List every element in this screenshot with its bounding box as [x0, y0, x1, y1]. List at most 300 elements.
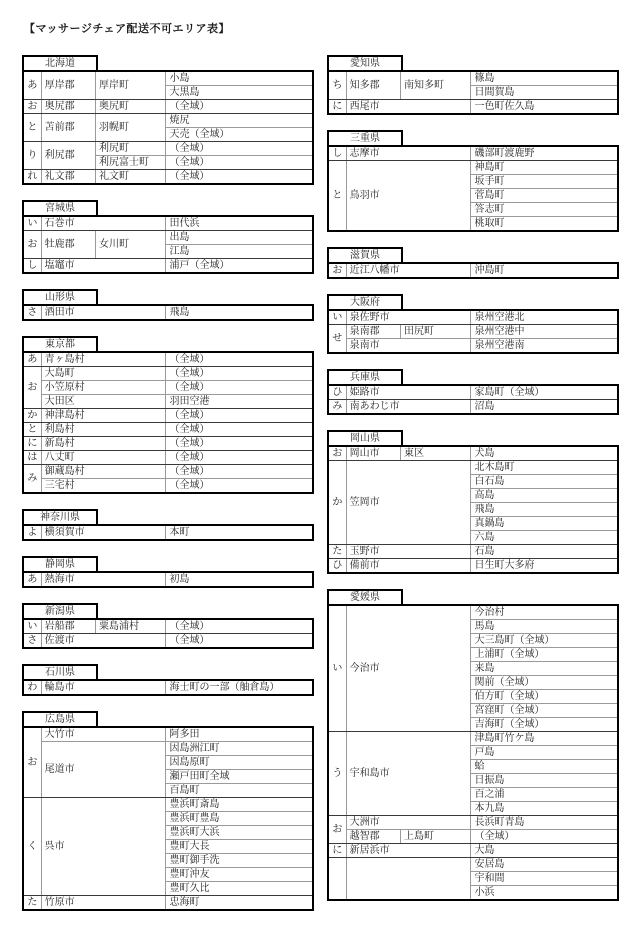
city-cell: 泉佐野市 — [346, 310, 471, 325]
city-cell: 佐渡市 — [41, 634, 166, 649]
area-table — [22, 215, 314, 274]
area-cell: 泉州空港中 — [471, 325, 618, 339]
area-table — [22, 571, 314, 588]
prefecture-tab — [327, 247, 403, 264]
kana-cell: に — [328, 844, 346, 858]
table-row — [23, 216, 313, 231]
kana-cell: い — [328, 310, 346, 325]
kana-cell: た — [23, 896, 41, 911]
kana-cell: お — [328, 263, 346, 278]
city-cell: 知多郡 — [346, 71, 400, 100]
area-table — [22, 351, 314, 494]
table-row — [328, 385, 618, 400]
prefecture-section — [327, 589, 621, 901]
prefecture-tab — [327, 369, 403, 386]
prefecture-name: 広島県 — [45, 714, 75, 725]
kana-cell: お — [23, 367, 41, 409]
table-row — [23, 423, 313, 437]
area-cell: 泉州空港南 — [471, 339, 618, 354]
city-cell: 奥尻郡 — [41, 100, 95, 114]
area-cell: 江島 — [166, 245, 313, 259]
right-column — [327, 55, 621, 916]
prefecture-section — [22, 509, 316, 541]
town-cell: 田尻町 — [401, 325, 471, 339]
table-row — [328, 732, 618, 746]
kana-cell: し — [23, 259, 41, 274]
area-cell: （全域） — [166, 156, 313, 170]
table-row — [23, 352, 313, 367]
area-cell: 豊町大長 — [166, 840, 313, 854]
prefecture-tab — [22, 664, 98, 681]
area-cell: 六島 — [471, 531, 618, 545]
area-cell: 関前（全域） — [471, 676, 618, 690]
area-table — [22, 304, 314, 321]
area-table — [327, 384, 619, 415]
area-cell: （全域） — [166, 437, 313, 451]
area-cell: 飛島 — [166, 305, 313, 320]
table-row — [23, 381, 313, 395]
town-cell: 東区 — [401, 446, 471, 461]
kana-cell: い — [23, 216, 41, 231]
table-row — [328, 816, 618, 830]
prefecture-name: 神奈川県 — [40, 512, 80, 523]
city-cell: 牡鹿郡 — [41, 231, 95, 259]
city-cell: 近江八幡市 — [346, 263, 471, 278]
prefecture-name: 静岡県 — [45, 559, 75, 570]
prefecture-tab — [22, 200, 98, 217]
kana-cell: い — [23, 619, 41, 634]
area-cell: 大三島町（全域） — [471, 634, 618, 648]
prefecture-section — [22, 200, 316, 274]
area-cell: 一色町佐久島 — [471, 100, 618, 115]
page-title: 【マッサージチェア配送不可エリア表】 — [24, 23, 231, 35]
area-cell: 日振島 — [471, 774, 618, 788]
area-cell: 安居島 — [471, 858, 618, 872]
table-row — [328, 830, 618, 844]
table-row — [328, 100, 618, 115]
table-row — [23, 680, 313, 695]
area-cell: 天売（全域） — [166, 128, 313, 142]
prefecture-section — [22, 289, 316, 321]
town-cell: 女川町 — [96, 231, 166, 259]
kana-cell: よ — [23, 525, 41, 540]
area-cell: 家島町（全域） — [471, 385, 618, 400]
area-cell: 沖島町 — [471, 263, 618, 278]
area-cell: 百之浦 — [471, 788, 618, 802]
prefecture-section — [327, 294, 621, 354]
table-row — [23, 727, 313, 742]
prefecture-tab — [327, 294, 403, 311]
table-row — [328, 310, 618, 325]
table-row — [23, 259, 313, 274]
kana-cell: に — [23, 437, 41, 451]
area-cell: 田代浜 — [166, 216, 313, 231]
prefecture-section — [327, 430, 621, 574]
kana-cell: と — [23, 423, 41, 437]
area-cell: 伯方町（全域） — [471, 690, 618, 704]
kana-cell: か — [328, 461, 346, 545]
area-cell: 豊浜町大浜 — [166, 826, 313, 840]
town-cell: 上島町 — [401, 830, 471, 844]
area-cell: 長浜町青島 — [471, 816, 618, 830]
town-cell: 奥尻町 — [96, 100, 166, 114]
city-cell: 泉南市 — [346, 339, 471, 354]
area-table — [327, 445, 619, 574]
city-cell: 宇和島市 — [346, 732, 471, 816]
area-cell: （全域） — [166, 142, 313, 156]
table-row — [328, 858, 618, 872]
area-cell: （全域） — [166, 634, 313, 649]
city-cell: 新居浜市 — [346, 844, 471, 858]
prefecture-tab — [327, 55, 403, 72]
prefecture-name: 愛知県 — [350, 58, 380, 69]
prefecture-section — [327, 130, 621, 232]
area-cell: （全域） — [166, 170, 313, 185]
area-cell: 津島町竹ケ島 — [471, 732, 618, 746]
prefecture-tab — [327, 130, 403, 147]
table-row — [23, 479, 313, 494]
area-table — [327, 309, 619, 354]
area-cell: 神島町 — [471, 161, 618, 175]
kana-cell: れ — [23, 170, 41, 185]
town-cell: 南知多町 — [401, 71, 471, 100]
area-cell: （全域） — [166, 479, 313, 494]
city-cell: 玉野市 — [346, 545, 471, 559]
area-cell: 豊町御手洗 — [166, 854, 313, 868]
prefecture-tab — [327, 430, 403, 447]
city-cell: 呉市 — [41, 798, 166, 896]
kana-cell: み — [328, 400, 346, 415]
area-cell: （全域） — [166, 409, 313, 423]
area-cell: 出島 — [166, 231, 313, 245]
prefecture-section — [327, 55, 621, 115]
area-cell: 小島 — [166, 71, 313, 86]
kana-cell: せ — [328, 325, 346, 354]
kana-cell: お — [23, 231, 41, 259]
area-cell: 豊町沖友 — [166, 868, 313, 882]
area-table — [327, 262, 619, 279]
prefecture-section — [327, 369, 621, 415]
city-cell: 熱海市 — [41, 572, 166, 587]
city-cell: 塩竈市 — [41, 259, 166, 274]
table-row — [328, 146, 618, 161]
prefecture-name: 大阪府 — [350, 297, 380, 308]
kana-cell: た — [328, 545, 346, 559]
area-table — [22, 524, 314, 541]
prefecture-tab — [327, 589, 403, 606]
city-cell: 岩船郡 — [41, 619, 95, 634]
area-cell: （全域） — [166, 619, 313, 634]
area-cell: （全域） — [166, 451, 313, 465]
table-row — [328, 325, 618, 339]
prefecture-section — [22, 336, 316, 494]
city-cell: 尾道市 — [41, 742, 166, 798]
kana-cell: み — [23, 465, 41, 494]
table-row — [23, 100, 313, 114]
area-cell: 桃取町 — [471, 217, 618, 232]
area-cell: 阿多田 — [166, 727, 313, 742]
area-cell: 因島洲江町 — [166, 742, 313, 756]
table-row — [23, 451, 313, 465]
city-cell: 大竹市 — [41, 727, 166, 742]
area-cell: 大黒島 — [166, 86, 313, 100]
left-column — [22, 55, 316, 926]
city-cell: 三宅村 — [41, 479, 166, 494]
prefecture-name: 山形県 — [45, 292, 75, 303]
city-cell: 越智郡 — [346, 830, 400, 844]
table-row — [328, 461, 618, 475]
table-row — [23, 437, 313, 451]
city-cell: 苫前郡 — [41, 114, 95, 142]
area-cell: 今治村 — [471, 605, 618, 620]
city-cell: 鳥羽市 — [346, 161, 471, 232]
table-row — [328, 446, 618, 461]
area-table — [22, 726, 314, 911]
prefecture-name: 新潟県 — [45, 606, 75, 617]
city-cell: 輪島市 — [41, 680, 166, 695]
kana-cell: と — [328, 161, 346, 232]
area-table — [327, 145, 619, 232]
area-table — [22, 618, 314, 649]
city-cell: 姫路市 — [346, 385, 471, 400]
table-row — [328, 161, 618, 175]
city-cell: 大田区 — [41, 395, 166, 409]
table-row — [23, 71, 313, 86]
prefecture-tab — [22, 603, 98, 620]
table-row — [328, 844, 618, 858]
kana-cell: と — [23, 114, 41, 142]
prefecture-name: 兵庫県 — [350, 372, 380, 383]
prefecture-name: 岡山県 — [350, 433, 380, 444]
city-cell: 八丈町 — [41, 451, 166, 465]
table-row — [23, 619, 313, 634]
city-cell: 酒田市 — [41, 305, 166, 320]
kana-cell: り — [23, 142, 41, 170]
area-cell: （全域） — [471, 830, 618, 844]
city-cell: 石巻市 — [41, 216, 166, 231]
city-cell: 笠岡市 — [346, 461, 471, 545]
area-cell: 本九島 — [471, 802, 618, 816]
kana-cell: ひ — [328, 385, 346, 400]
table-row — [23, 367, 313, 381]
area-cell: 豊浜町斎島 — [166, 798, 313, 812]
kana-cell: お — [328, 816, 346, 844]
area-cell: 馬島 — [471, 620, 618, 634]
table-row — [23, 409, 313, 423]
table-row — [328, 605, 618, 620]
prefecture-name: 石川県 — [45, 667, 75, 678]
city-cell: 厚岸郡 — [41, 71, 95, 100]
kana-cell: ひ — [328, 559, 346, 574]
area-cell: （全域） — [166, 367, 313, 381]
area-cell: 吉海町（全域） — [471, 718, 618, 732]
area-cell: 北木島町 — [471, 461, 618, 475]
kana-cell: か — [23, 409, 41, 423]
prefecture-section — [22, 664, 316, 696]
area-cell: 瀬戸田町全域 — [166, 770, 313, 784]
area-cell: 焼尻 — [166, 114, 313, 128]
area-cell: 飛島 — [471, 503, 618, 517]
kana-cell: ち — [328, 71, 346, 100]
city-cell: 青ヶ島村 — [41, 352, 166, 367]
area-cell: 沼島 — [471, 400, 618, 415]
area-cell: 来島 — [471, 662, 618, 676]
town-cell: 礼文町 — [96, 170, 166, 185]
area-cell: 忠海町 — [166, 896, 313, 911]
prefecture-section — [22, 603, 316, 649]
area-cell: 高島 — [471, 489, 618, 503]
area-cell: 初島 — [166, 572, 313, 587]
table-row — [23, 231, 313, 245]
area-cell: 本町 — [166, 525, 313, 540]
kana-cell: あ — [23, 572, 41, 587]
table-row — [328, 400, 618, 415]
area-cell: （全域） — [166, 465, 313, 479]
town-cell: 利尻富士町 — [96, 156, 166, 170]
table-row — [328, 559, 618, 574]
table-row — [328, 545, 618, 559]
area-cell: 白石島 — [471, 475, 618, 489]
kana-cell: お — [23, 100, 41, 114]
area-cell: 日生町大多府 — [471, 559, 618, 574]
city-cell: 泉南郡 — [346, 325, 400, 339]
area-cell: 羽田空港 — [166, 395, 313, 409]
table-row — [23, 170, 313, 185]
area-cell: 答志町 — [471, 203, 618, 217]
prefecture-name: 東京都 — [45, 339, 75, 350]
table-row — [23, 305, 313, 320]
area-cell: 戸島 — [471, 746, 618, 760]
city-cell: 西尾市 — [346, 100, 471, 115]
area-cell: 犬島 — [471, 446, 618, 461]
prefecture-section — [22, 556, 316, 588]
city-cell: 大洲市 — [346, 816, 471, 830]
kana-cell: し — [328, 146, 346, 161]
prefecture-section — [22, 711, 316, 911]
prefecture-tab — [22, 509, 98, 526]
town-cell: 粟島浦村 — [96, 619, 166, 634]
city-cell: 礼文郡 — [41, 170, 95, 185]
prefecture-name: 滋賀県 — [350, 250, 380, 261]
area-cell: 日間賀島 — [471, 86, 618, 100]
kana-cell: お — [23, 727, 41, 798]
area-cell: 大島 — [471, 844, 618, 858]
table-row — [23, 798, 313, 812]
area-cell: 泉州空港北 — [471, 310, 618, 325]
table-row — [328, 71, 618, 86]
table-row — [23, 634, 313, 649]
area-table — [22, 70, 314, 185]
prefecture-tab — [22, 556, 98, 573]
prefecture-tab — [22, 55, 98, 72]
area-table — [327, 70, 619, 115]
area-cell: 宇和間 — [471, 872, 618, 886]
area-cell: 豊町久比 — [166, 882, 313, 896]
city-cell: 大島町 — [41, 367, 166, 381]
kana-cell: お — [328, 446, 346, 461]
area-cell: （全域） — [166, 381, 313, 395]
town-cell: 厚岸町 — [96, 71, 166, 100]
city-cell: 竹原市 — [41, 896, 166, 911]
prefecture-name: 愛媛県 — [350, 592, 380, 603]
town-cell: 羽幌町 — [96, 114, 166, 142]
city-cell: 備前市 — [346, 559, 471, 574]
table-row — [23, 114, 313, 128]
prefecture-section — [22, 55, 316, 185]
kana-cell: く — [23, 798, 41, 896]
city-cell: 御蔵島村 — [41, 465, 166, 479]
kana-cell: う — [328, 732, 346, 816]
area-cell: 宮窪町（全域） — [471, 704, 618, 718]
prefecture-tab — [22, 289, 98, 306]
area-cell: 篠島 — [471, 71, 618, 86]
area-table — [327, 604, 619, 901]
area-cell: （全域） — [166, 352, 313, 367]
kana-cell: さ — [23, 305, 41, 320]
kana-cell: わ — [23, 680, 41, 695]
table-row — [23, 395, 313, 409]
prefecture-name: 北海道 — [45, 58, 75, 69]
area-cell: 浦戸（全域） — [166, 259, 313, 274]
area-cell: 海士町の一部（舳倉島） — [166, 680, 313, 695]
area-cell: 小浜 — [471, 886, 618, 901]
table-row — [23, 525, 313, 540]
kana-cell: あ — [23, 71, 41, 100]
city-cell: 今治市 — [346, 605, 471, 732]
table-row — [328, 263, 618, 278]
area-cell: （全域） — [166, 423, 313, 437]
kana-cell: あ — [23, 352, 41, 367]
kana-cell: に — [328, 100, 346, 115]
prefecture-name: 宮城県 — [45, 203, 75, 214]
area-cell: 石島 — [471, 545, 618, 559]
area-cell: 上浦町（全域） — [471, 648, 618, 662]
table-row — [23, 742, 313, 756]
prefecture-name: 三重県 — [350, 133, 380, 144]
city-cell: 利尻郡 — [41, 142, 95, 170]
city-cell: 岡山市 — [346, 446, 400, 461]
city-cell: 新島村 — [41, 437, 166, 451]
town-cell: 利尻町 — [96, 142, 166, 156]
area-cell: 菅島町 — [471, 189, 618, 203]
table-row — [328, 339, 618, 354]
area-cell: （全域） — [166, 100, 313, 114]
table-row — [23, 142, 313, 156]
prefecture-tab — [22, 336, 98, 353]
area-table — [22, 679, 314, 696]
area-cell: 百島町 — [166, 784, 313, 798]
kana-cell: さ — [23, 634, 41, 649]
city-cell: 南あわじ市 — [346, 400, 471, 415]
city-cell: 小笠原村 — [41, 381, 166, 395]
table-row — [23, 572, 313, 587]
area-cell: 坂手町 — [471, 175, 618, 189]
area-cell: 真鍋島 — [471, 517, 618, 531]
city-cell: 志摩市 — [346, 146, 471, 161]
city-cell: 横須賀市 — [41, 525, 166, 540]
table-row — [23, 465, 313, 479]
table-row — [23, 896, 313, 911]
prefecture-tab — [22, 711, 98, 728]
kana-cell: は — [23, 451, 41, 465]
city-cell — [346, 858, 471, 901]
city-cell: 利島村 — [41, 423, 166, 437]
area-cell: 磯部町渡鹿野 — [471, 146, 618, 161]
area-cell: 豊浜町豊島 — [166, 812, 313, 826]
area-cell: 蛤 — [471, 760, 618, 774]
kana-cell — [328, 858, 346, 901]
city-cell: 神津島村 — [41, 409, 166, 423]
